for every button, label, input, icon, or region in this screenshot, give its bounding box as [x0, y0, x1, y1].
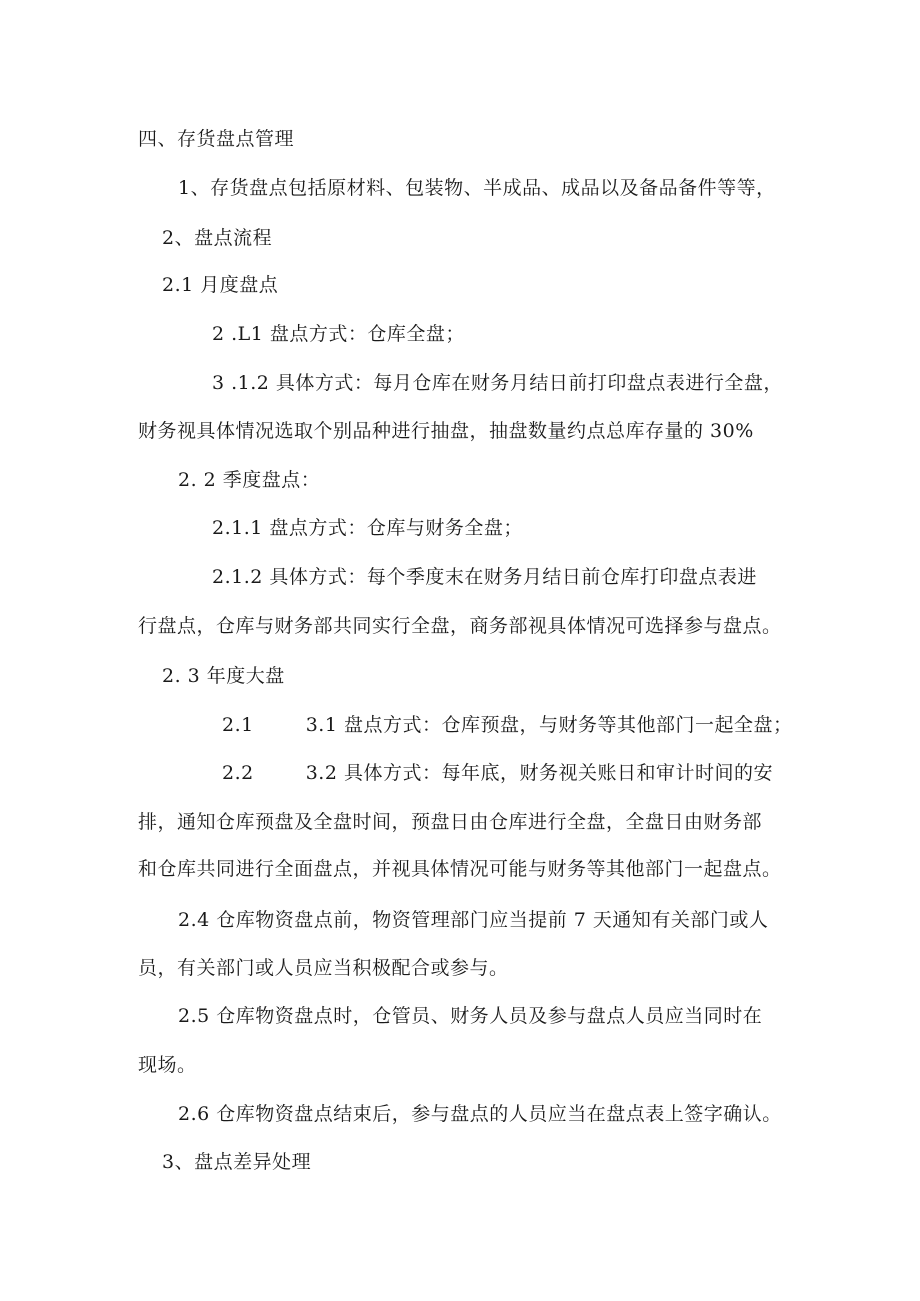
subheading-count-difference: 3、盘点差异处理: [162, 1151, 312, 1173]
paragraph-item-2-5-line-1: 2.5 仓库物资盘点时，仓管员、财务人员及参与盘点人员应当同时在: [178, 1005, 763, 1027]
paragraph-annual-method: [222, 713, 792, 737]
subheading-annual-count: 2. 3 年度大盘: [162, 665, 285, 687]
section-heading-inventory-count: 四、存货盘点管理: [138, 128, 295, 150]
paragraph-quarterly-detail-line-2: 行盘点，仓库与财务部共同实行全盘，商务部视具体情况可选择参与盘点。: [138, 615, 782, 637]
paragraph-item-2-4-line-1: 2.4 仓库物资盘点前，物资管理部门应当提前 7 天通知有关部门或人: [178, 909, 769, 931]
paragraph-annual-detail-line-2: 排，通知仓库预盘及全盘时间，预盘日由仓库进行全盘，全盘日由财务部: [138, 811, 763, 833]
paragraph-item-1: 1、存货盘点包括原材料、包装物、半成品、成品以及备品备件等等，: [178, 177, 776, 199]
paragraph-annual-detail-line-1: [222, 761, 773, 785]
paragraph-monthly-detail-line-2: 财务视具体情况选取个别品种进行抽盘，抽盘数量约点总库存量的 30%: [138, 420, 754, 442]
subheading-quarterly-count: 2. 2 季度盘点：: [178, 469, 321, 491]
paragraph-item-2-4-line-2: 员，有关部门或人员应当积极配合或参与。: [138, 957, 509, 979]
subheading-monthly-count: 2.1 月度盘点: [162, 274, 279, 296]
paragraph-item-2-6: 2.6 仓库物资盘点结束后，参与盘点的人员应当在盘点表上签字确认。: [178, 1103, 782, 1125]
paragraph-item-2-5-line-2: 现场。: [138, 1054, 197, 1076]
subheading-count-process: 2、盘点流程: [162, 227, 273, 249]
annual-detail-text: 3.2 具体方式：每年底，财务视关账日和审计时间的安: [305, 762, 773, 784]
annual-detail-number: 2.2: [222, 762, 254, 784]
paragraph-quarterly-method: 2.1.1 盘点方式：仓库与财务全盘；: [212, 517, 523, 539]
annual-method-number: 2.1: [222, 714, 254, 736]
paragraph-annual-detail-line-3: 和仓库共同进行全面盘点，并视具体情况可能与财务等其他部门一起盘点。: [138, 858, 782, 880]
paragraph-monthly-method: 2 .L1 盘点方式：仓库全盘；: [212, 323, 465, 345]
paragraph-monthly-detail-line-1: 3 .1.2 具体方式：每月仓库在财务月结日前打印盘点表进行全盘，: [212, 372, 783, 394]
annual-method-text: 3.1 盘点方式：仓库预盘，与财务等其他部门一起全盘；: [305, 714, 793, 736]
paragraph-quarterly-detail-line-1: 2.1.2 具体方式：每个季度末在财务月结日前仓库打印盘点表进: [212, 566, 757, 588]
